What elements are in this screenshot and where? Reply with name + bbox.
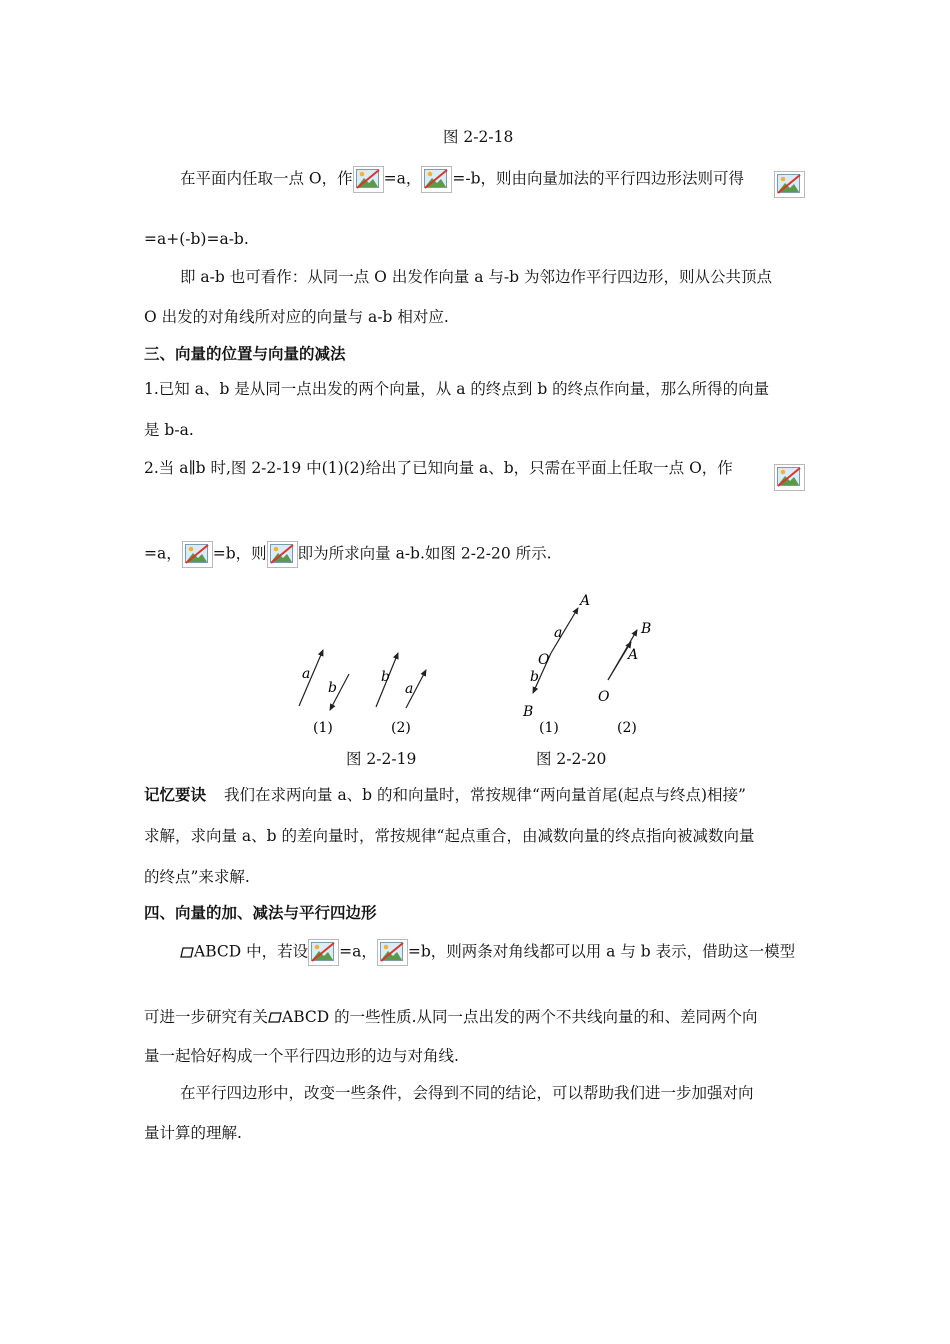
vector-label: b	[530, 669, 539, 685]
section-heading-4: 四、向量的加、减法与平行四边形	[144, 904, 377, 922]
point-label: A	[580, 593, 591, 609]
point-label: B	[523, 704, 534, 720]
paragraph-construction-line1: 在平面内任取一点 O，作 =a， =-b，则由向量加法的平行四边形法则可得	[180, 166, 744, 193]
broken-image-icon	[267, 541, 298, 568]
section-heading-3: 三、向量的位置与向量的减法	[144, 345, 346, 363]
broken-image-icon	[421, 166, 452, 193]
point-label: A	[628, 647, 639, 663]
figure-caption-2-2-19: 图 2-2-19	[346, 750, 417, 768]
memo-title: 记忆要诀	[144, 786, 207, 804]
memo-line2: 求解，求向量 a、b 的差向量时，常按规律“起点重合，由减数向量的终点指向被减数向量	[144, 827, 755, 845]
vector-label: b	[381, 669, 390, 685]
paragraph-parallelogram-line2: 可进一步研究有关 ABCD 的一些性质.从同一点出发的两个不共线向量的和、差同两个向	[144, 1008, 758, 1026]
figure-caption-2-2-20: 图 2-2-20	[536, 750, 607, 768]
vector-label: b	[328, 680, 337, 696]
figure-2-2-20	[510, 590, 660, 745]
paragraph-parallelogram-line3: 量一起恰好构成一个平行四边形的边与对角线.	[144, 1047, 459, 1065]
paragraph-interpretation-line2: O 出发的对角线所对应的向量与 a-b 相对应.	[144, 308, 449, 326]
broken-image-icon	[774, 171, 805, 198]
point-1-line1: 1.已知 a、b 是从同一点出发的两个向量，从 a 的终点到 b 的终点作向量，那么所得的向量	[144, 380, 770, 398]
broken-image-icon	[308, 939, 339, 966]
memo-line1: 记忆要诀 我们在求两向量 a、b 的和向量时，常按规律“两向量首尾(起点与终点)相接”	[144, 786, 746, 804]
vector-label: a	[302, 666, 311, 682]
subfigure-label: (2)	[391, 720, 411, 736]
point-label: O	[538, 652, 550, 668]
point-label: B	[641, 621, 652, 637]
broken-image-icon	[182, 541, 213, 568]
broken-image-icon	[353, 166, 384, 193]
paragraph-construction-line2: =a+(-b)=a-b.	[144, 230, 249, 248]
broken-image-icon	[774, 464, 805, 491]
broken-image-icon	[377, 939, 408, 966]
point-2-line2: =a， =b，则 即为所求向量 a-b.如图 2-2-20 所示.	[144, 541, 552, 568]
paragraph-summary-line1: 在平行四边形中，改变一些条件，会得到不同的结论，可以帮助我们进一步加强对向	[180, 1084, 754, 1102]
subfigure-label: (2)	[617, 720, 637, 736]
parallelogram-icon	[268, 1012, 282, 1023]
point-2-line1: 2.当 a∥b 时,图 2-2-19 中(1)(2)给出了已知向量 a、b，只需在平面上任取一点 O，作	[144, 459, 733, 477]
paragraph-parallelogram-line1: ABCD 中，若设 =a， =b，则两条对角线都可以用 a 与 b 表示，借助这一模型	[180, 939, 795, 966]
figure-2-2-19	[280, 630, 450, 745]
figure-caption-2-2-18: 图 2-2-18	[443, 128, 514, 146]
subfigure-label: (1)	[539, 720, 559, 736]
vector-label: a	[405, 681, 414, 697]
paragraph-interpretation-line1: 即 a-b 也可看作：从同一点 O 出发作向量 a 与-b 为邻边作平行四边形，则从公共顶点	[180, 268, 772, 286]
memo-line3: 的终点”来求解.	[144, 868, 250, 886]
parallelogram-icon	[180, 947, 194, 958]
vector-label: a	[554, 625, 563, 641]
point-label: O	[598, 689, 610, 705]
paragraph-summary-line2: 量计算的理解.	[144, 1124, 242, 1142]
subfigure-label: (1)	[313, 720, 333, 736]
point-1-line2: 是 b-a.	[144, 421, 194, 439]
